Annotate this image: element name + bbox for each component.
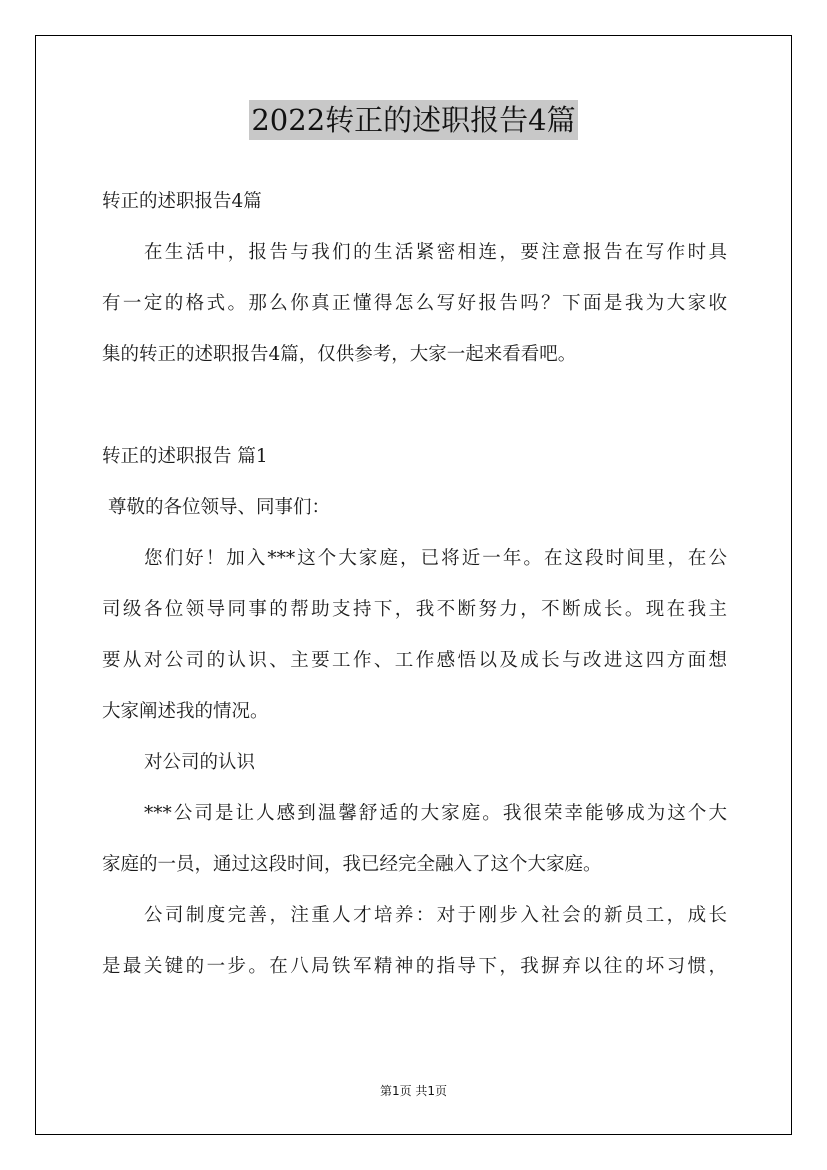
para3-line-1: 公司制度完善，注重人才培养：对于刚步入社会的新员工，成长 bbox=[144, 905, 727, 926]
para1-line-2: 司级各位领导同事的帮助支持下，我不断努力，不断成长。现在我主 bbox=[102, 599, 727, 620]
sub-heading: 对公司的认识 bbox=[144, 752, 256, 773]
intro-line-2: 有一定的格式。那么你真正懂得怎么写好报告吗？下面是我为大家收 bbox=[102, 293, 727, 314]
para2-line-2: 家庭的一员，通过这段时间，我已经完全融入了这个大家庭。 bbox=[102, 854, 602, 875]
page-footer: 第1页 共1页 bbox=[379, 1084, 448, 1098]
para1-line-3: 要从对公司的认识、主要工作、工作感悟以及成长与改进这四方面想 bbox=[102, 650, 727, 671]
para1-line-1: 您们好！加入***这个大家庭，已将近一年。在这段时间里，在公 bbox=[144, 548, 727, 569]
intro-line-1: 在生活中，报告与我们的生活紧密相连，要注意报告在写作时具 bbox=[144, 242, 727, 263]
document-subtitle: 转正的述职报告4篇 bbox=[102, 191, 262, 212]
salutation: 尊敬的各位领导、同事们： bbox=[108, 497, 331, 518]
title-container bbox=[0, 100, 827, 140]
document-title: 2022转正的述职报告4篇 bbox=[249, 100, 577, 140]
para1-line-4: 大家阐述我的情况。 bbox=[102, 701, 269, 722]
intro-line-3: 集的转正的述职报告4篇，仅供参考，大家一起来看看吧。 bbox=[102, 344, 577, 365]
para2-line-1: ***公司是让人感到温馨舒适的大家庭。我很荣幸能够成为这个大 bbox=[144, 803, 727, 824]
para3-line-2: 是最关键的一步。在八局铁军精神的指导下，我摒弃以往的坏习惯， bbox=[102, 956, 727, 977]
blank-line bbox=[102, 380, 727, 431]
document-body bbox=[102, 176, 727, 992]
section-heading: 转正的述职报告 篇1 bbox=[102, 446, 268, 467]
